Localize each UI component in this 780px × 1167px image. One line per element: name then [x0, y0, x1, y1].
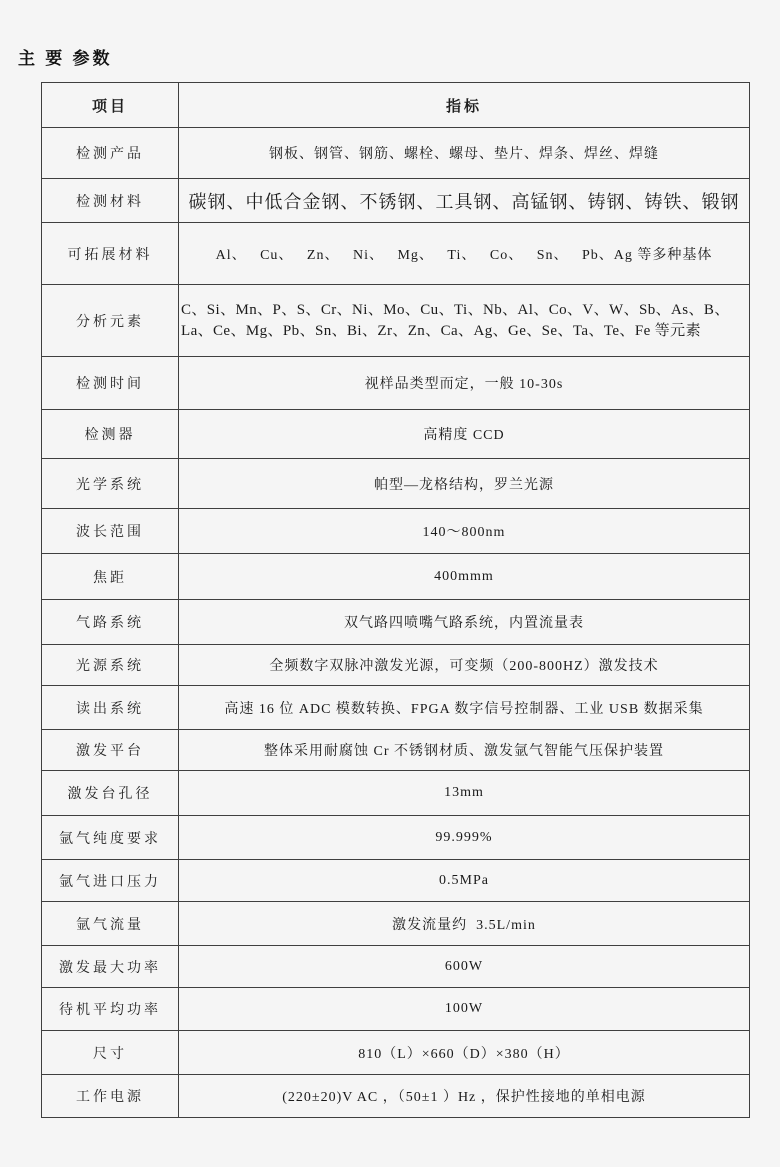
table-row: [42, 902, 750, 946]
table-row: [42, 357, 750, 410]
row-label: 光学系统: [42, 459, 179, 509]
table-row: [42, 509, 750, 554]
row-value: C、Si、Mn、P、S、Cr、Ni、Mo、Cu、Ti、Nb、Al、Co、V、W、Sb、As、B、La、Ce、Mg、Pb、Sn、Bi、Zr、Zn、Ca、Ag、Ge、Se、Ta、Te、Fe 等元素: [179, 285, 750, 357]
table-row: [42, 771, 750, 816]
table-row: [42, 459, 750, 509]
row-value: 高精度 CCD: [179, 410, 750, 459]
table-row: [42, 285, 750, 357]
table-row: [42, 179, 750, 223]
row-value: 视样品类型而定，一般 10-30s: [179, 357, 750, 410]
table-row: [42, 223, 750, 285]
row-label: 激发台孔径: [42, 771, 179, 816]
table-row: [42, 730, 750, 771]
row-value: 双气路四喷嘴气路系统，内置流量表: [179, 600, 750, 645]
row-label: 氩气纯度要求: [42, 816, 179, 860]
row-label: 工作电源: [42, 1075, 179, 1118]
row-label: 检测产品: [42, 128, 179, 179]
table-body: [42, 128, 750, 1118]
table-row: [42, 554, 750, 600]
row-value: (220±20)V AC ，（50±1 ）Hz ，保护性接地的单相电源: [179, 1075, 750, 1118]
row-value: 600W: [179, 946, 750, 988]
row-value: 帕型—龙格结构，罗兰光源: [179, 459, 750, 509]
row-label: 可拓展材料: [42, 223, 179, 285]
table-row: [42, 410, 750, 459]
row-value: 0.5MPa: [179, 860, 750, 902]
row-label: 氩气进口压力: [42, 860, 179, 902]
row-label: 检测材料: [42, 179, 179, 223]
table-row: [42, 1075, 750, 1118]
row-label: 激发最大功率: [42, 946, 179, 988]
row-value: 钢板、钢管、钢筋、螺栓、螺母、垫片、焊条、焊丝、焊缝: [179, 128, 750, 179]
table-row: [42, 128, 750, 179]
table-row: [42, 600, 750, 645]
row-value: 99.999%: [179, 816, 750, 860]
row-value: 810（L）×660（D）×380（H）: [179, 1031, 750, 1075]
header-row: [42, 83, 750, 128]
row-label: 激发平台: [42, 730, 179, 771]
table-row: [42, 645, 750, 686]
row-value: 100W: [179, 988, 750, 1031]
row-value: 碳钢、中低合金钢、不锈钢、工具钢、高锰钢、铸钢、铸铁、锻钢: [179, 179, 750, 223]
spec-page: [0, 44, 780, 1167]
column-header-indicator: 指标: [179, 83, 750, 128]
table-row: [42, 860, 750, 902]
row-label: 分析元素: [42, 285, 179, 357]
row-label: 气路系统: [42, 600, 179, 645]
page-title: 主 要 参数: [18, 49, 113, 68]
row-value: 激发流量约 3.5L/min: [179, 902, 750, 946]
row-value: 13mm: [179, 771, 750, 816]
row-label: 光源系统: [42, 645, 179, 686]
row-value: 140～800nm: [179, 509, 750, 554]
row-value: 整体采用耐腐蚀 Cr 不锈钢材质、激发氩气智能气压保护装置: [179, 730, 750, 771]
table-row: [42, 946, 750, 988]
row-label: 检测器: [42, 410, 179, 459]
row-label: 尺寸: [42, 1031, 179, 1075]
row-label: 焦距: [42, 554, 179, 600]
table-row: [42, 686, 750, 730]
row-value: 400mmm: [179, 554, 750, 600]
row-value: Al、 Cu、 Zn、 Ni、 Mg、 Ti、 Co、 Sn、 Pb、Ag 等多种基体: [179, 223, 750, 285]
row-label: 读出系统: [42, 686, 179, 730]
row-label: 波长范围: [42, 509, 179, 554]
table-header: [42, 83, 750, 128]
row-value: 全频数字双脉冲激发光源，可变频（200-800HZ）激发技术: [179, 645, 750, 686]
row-label: 待机平均功率: [42, 988, 179, 1031]
table-row: [42, 816, 750, 860]
row-label: 氩气流量: [42, 902, 179, 946]
parameters-table: [41, 82, 750, 1118]
row-label: 检测时间: [42, 357, 179, 410]
column-header-item: 项目: [42, 83, 179, 128]
row-value: 高速 16 位 ADC 模数转换、FPGA 数字信号控制器、工业 USB 数据采集: [179, 686, 750, 730]
table-row: [42, 988, 750, 1031]
table-row: [42, 1031, 750, 1075]
